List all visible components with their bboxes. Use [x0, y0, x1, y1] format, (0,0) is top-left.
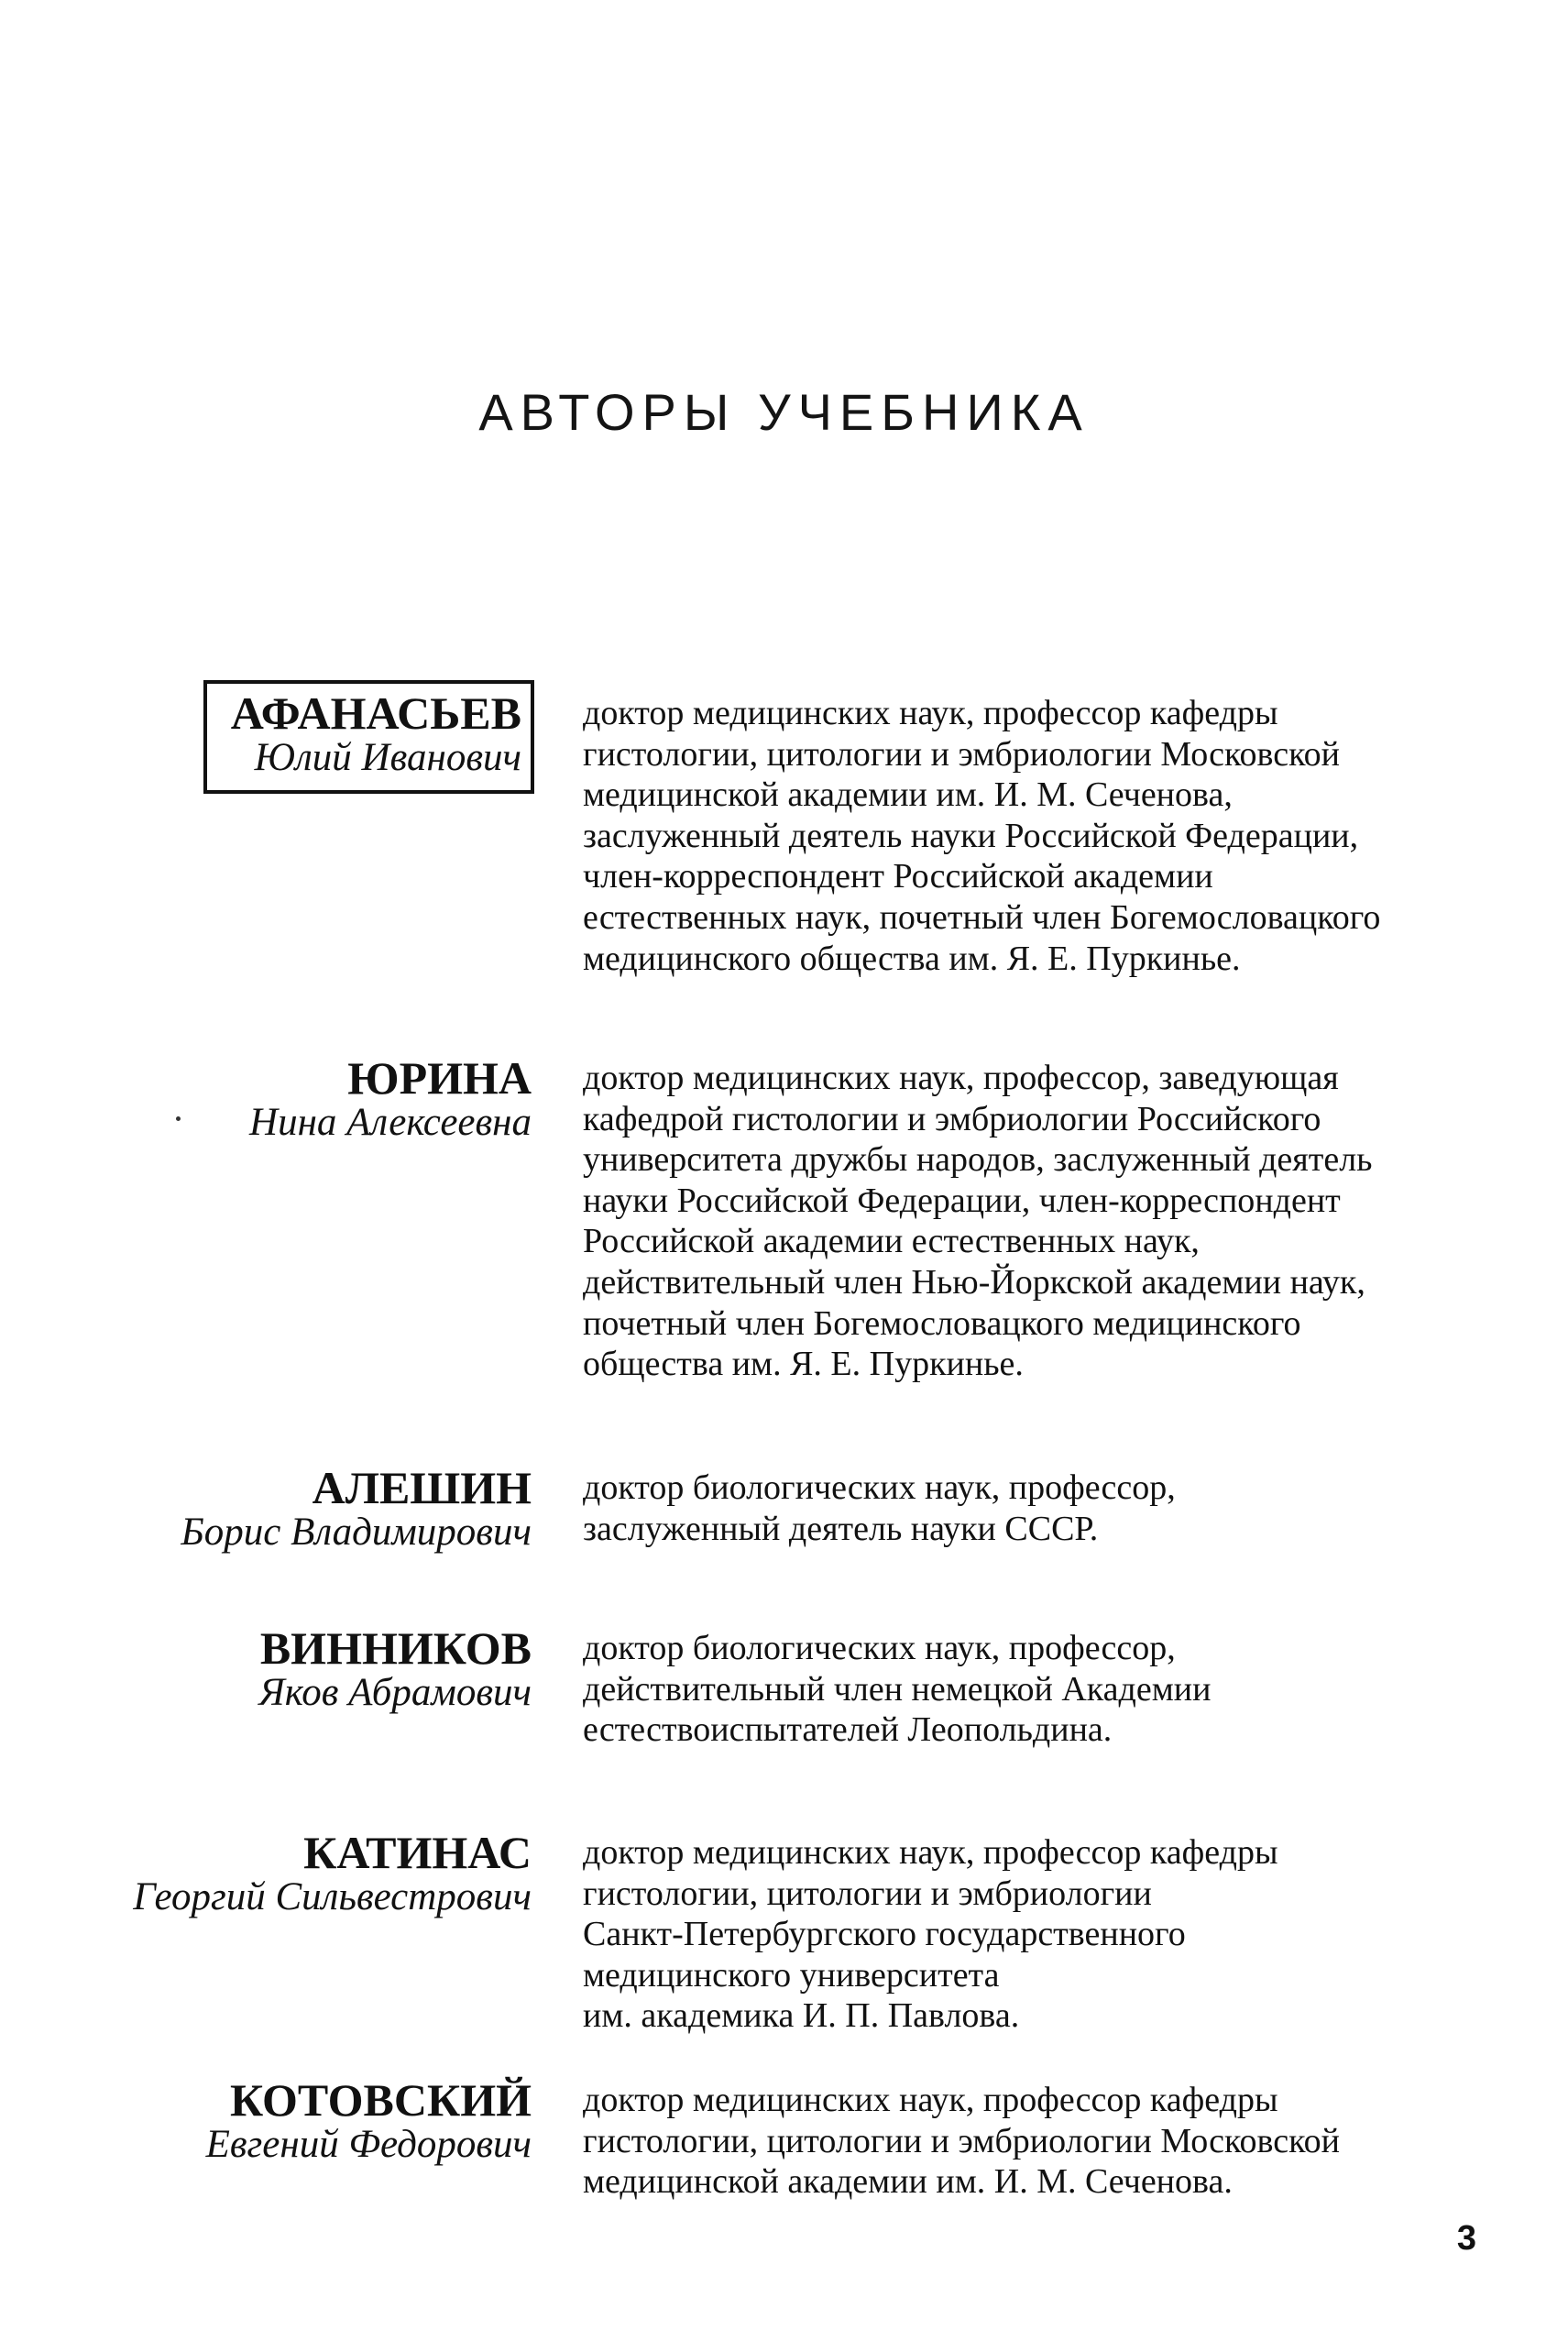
author-name-box	[203, 680, 534, 794]
bio-line: естествоиспытателей Леопольдина.	[583, 1710, 1113, 1750]
page-number: 3	[1456, 2219, 1476, 2258]
print-speck	[176, 1116, 181, 1121]
bio-line: доктор медицинских наук, профессор, заведующая	[583, 1059, 1339, 1097]
bio-line: действительный член немецкой Академии	[583, 1669, 1212, 1709]
bio-line: доктор медицинских наук, профессор кафедры	[583, 2081, 1278, 2119]
author-bio	[583, 1832, 1508, 2037]
bio-line: действительный член Нью-Йоркской академии наук,	[583, 1262, 1365, 1302]
bio-line: медицинской академии им. И. М. Сеченова.	[583, 2162, 1233, 2202]
author-given-name: Георгий Сильвестрович	[133, 1875, 532, 1918]
bio-line: почетный член Богемословацкого медицинского	[583, 1303, 1301, 1343]
author-name-block	[258, 1624, 532, 1714]
author-bio	[583, 693, 1508, 979]
author-bio	[583, 2080, 1508, 2203]
bio-line: доктор биологических наук, профессор,	[583, 1468, 1176, 1507]
author-given-name: Яков Абрамович	[258, 1671, 532, 1714]
bio-line: медицинской академии им. И. М. Сеченова,	[583, 775, 1233, 815]
author-name-block	[133, 1829, 532, 1918]
author-given-name: Юлий Иванович	[254, 736, 521, 779]
author-name-block	[206, 2076, 532, 2166]
page-title: АВТОРЫ УЧЕБНИКА	[478, 383, 1090, 441]
bio-line: кафедрой гистологии и эмбриологии Российского	[583, 1099, 1321, 1138]
bio-line: доктор медицинских наук, профессор кафедры	[583, 694, 1278, 732]
author-surname: АФАНАСЬЕВ	[230, 687, 521, 739]
bio-line: им. академика И. П. Павлова.	[583, 1996, 1020, 2036]
bio-line: общества им. Я. Е. Пуркинье.	[583, 1345, 1024, 1384]
author-given-name: Евгений Федорович	[205, 2123, 532, 2166]
author-bio	[583, 1628, 1508, 1751]
author-surname: ВИННИКОВ	[259, 1622, 532, 1674]
bio-line: науки Российской Федерации, член-корреспондент	[583, 1181, 1341, 1220]
author-surname: АЛЕШИН	[312, 1462, 532, 1513]
bio-line: доктор медицинских наук, профессор кафедры	[583, 1833, 1278, 1872]
author-given-name: Борис Владимирович	[181, 1511, 532, 1554]
author-bio	[583, 1467, 1508, 1549]
bio-line: медицинского общества им. Я. Е. Пуркинье.	[583, 939, 1241, 978]
bio-line: гистологии, цитологии и эмбриологии Московской	[583, 734, 1340, 774]
bio-line: Санкт-Петербургского государственного	[583, 1915, 1186, 1954]
bio-line: Российской академии естественных наук,	[583, 1222, 1200, 1261]
author-surname: КАТИНАС	[303, 1827, 532, 1878]
author-name-block	[181, 1464, 532, 1554]
author-given-name: Нина Алексеевна	[249, 1101, 532, 1144]
bio-line: естественных наук, почетный член Богемословацкого	[583, 897, 1381, 937]
author-bio	[583, 1058, 1508, 1385]
author-surname: ЮРИНА	[347, 1052, 532, 1104]
bio-line: университета дружбы народов, заслуженный деятель	[583, 1140, 1373, 1180]
bio-line: член-корреспондент Российской академии	[583, 857, 1213, 896]
bio-line: гистологии, цитологии и эмбриологии	[583, 1874, 1152, 1913]
bio-line: заслуженный деятель науки Российской Федерации,	[583, 816, 1359, 855]
bio-line: медицинского университета	[583, 1955, 1000, 1995]
bio-line: заслуженный деятель науки СССР.	[583, 1509, 1099, 1548]
bio-line: гистологии, цитологии и эмбриологии Московской	[583, 2121, 1340, 2160]
author-name-block	[249, 1054, 532, 1144]
author-surname: КОТОВСКИЙ	[230, 2074, 532, 2126]
bio-line: доктор биологических наук, профессор,	[583, 1629, 1176, 1667]
